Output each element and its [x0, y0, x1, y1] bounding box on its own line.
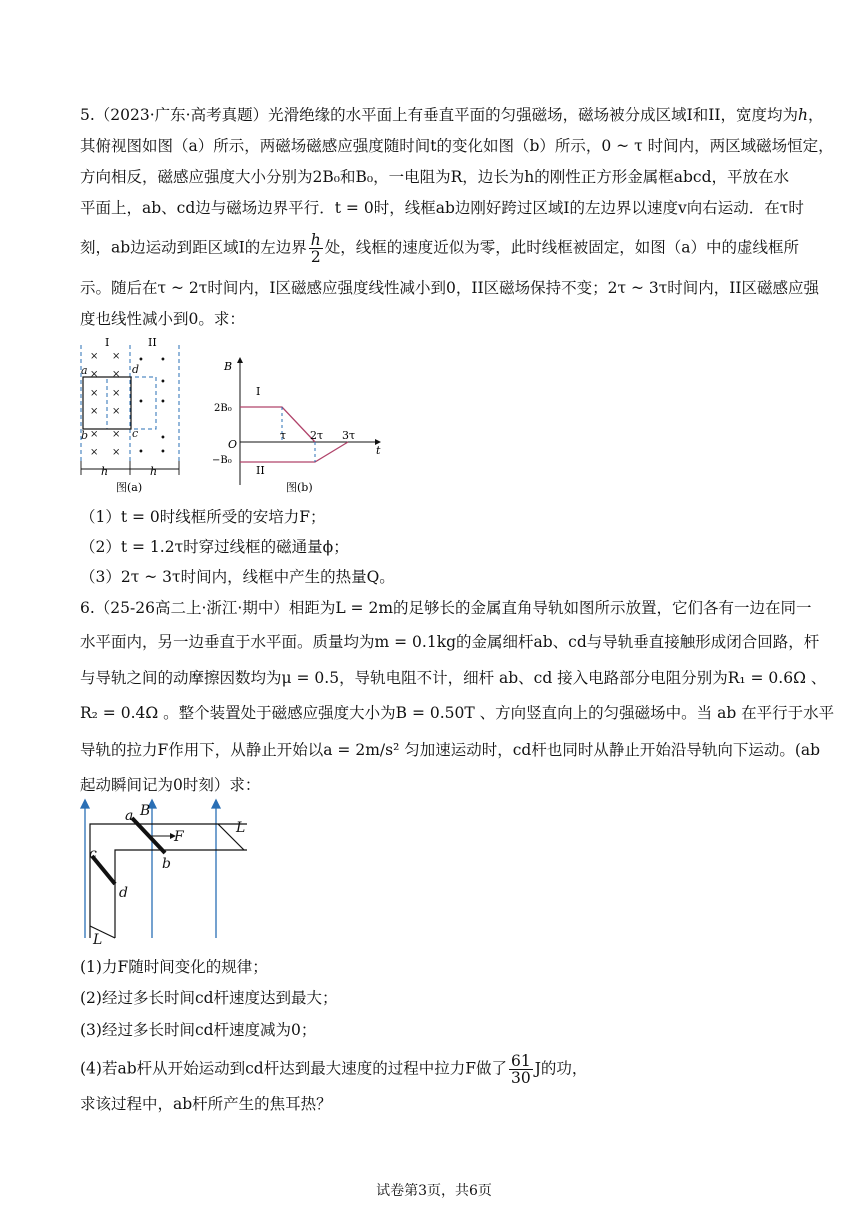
cross-mark: × [90, 388, 99, 399]
q5-line-3: 方向相反，磁感应强度大小分别为2B₀和B₀，一电阻为R，边长为h的刚性正方形金属框abcd，平放在水 [80, 168, 789, 186]
q5-line-2: 其俯视图如图（a）所示，两磁场磁感应强度随时间t的变化如图（b）所示，0 ~ τ 时间内，两区域磁场恒定， [80, 137, 834, 155]
dot-mark: • [160, 355, 166, 366]
dot-mark: • [138, 447, 144, 458]
label-a: a [81, 364, 88, 377]
dot-mark: • [160, 447, 166, 458]
dot-mark: • [160, 397, 166, 408]
series-1-label: I [256, 385, 261, 398]
q6-sub-3: (3)经过多长时间cd杆速度减为0； [80, 1021, 317, 1039]
label-L-2: L [93, 932, 103, 948]
dot-mark: • [138, 355, 144, 366]
label-b: b [162, 856, 171, 872]
origin-label: O [228, 438, 238, 451]
dot-mark: • [138, 397, 144, 408]
q5-line-1: 5.（2023·广东·高考真题）光滑绝缘的水平面上有垂直平面的匀强磁场，磁场被分成区域I和II，宽度均为h， [80, 106, 824, 124]
cross-mark: × [90, 447, 99, 458]
q6-line-6: 起动瞬间记为0时刻）求： [80, 776, 261, 794]
region-2-label: II [148, 336, 157, 349]
label-L-1: L [236, 820, 246, 836]
q6-line-4: R₂ = 0.4Ω 。整个装置处于磁感应强度大小为B = 0.50T 、方向竖直向上的匀强磁场中。当 ab 在平行于水平 [80, 704, 835, 722]
label-d: d [132, 363, 140, 376]
q6-line-1: 6.（25-26高二上·浙江·期中）相距为L = 2m的足够长的金属直角导轨如图所示放置，它们各有一边在同一 [80, 599, 812, 617]
q6-line-5: 导轨的拉力F作用下，从静止开始以a = 2m/s² 匀加速运动时，cd杆也同时从静止开始沿导轨向下运动。(ab [80, 741, 821, 759]
q6-sub-5: 求该过程中，ab杆所产生的焦耳热？ [80, 1095, 332, 1113]
cross-mark: × [112, 388, 121, 399]
dot-mark: • [160, 433, 166, 444]
fraction-61-over-30: $\frac{61}{30}$ [510, 1052, 531, 1087]
label-d: d [119, 885, 128, 901]
series-region-2 [240, 442, 348, 462]
q5-sub-2: （2）t = 1.2τ时穿过线框的磁通量ϕ； [80, 538, 349, 556]
width-h-2: h [150, 465, 158, 478]
fraction-h-over-2: $\frac{h}{2}$ [310, 231, 321, 266]
q6-sub-4: (4)若ab杆从开始运动到cd杆达到最大速度的过程中拉力F做了 $\frac{61}{30}$ J的功， [80, 1052, 588, 1087]
cross-mark: × [90, 351, 99, 362]
cross-mark: × [112, 447, 121, 458]
q6-sub-2: (2)经过多长时间cd杆速度达到最大； [80, 989, 338, 1007]
cross-mark: × [112, 429, 121, 440]
figure-b [210, 355, 385, 500]
series-2-label: II [256, 464, 265, 477]
label-B: B [140, 803, 151, 819]
rail-2 [115, 850, 247, 938]
label-b: b [81, 429, 89, 442]
cross-mark: × [112, 406, 121, 417]
y-tick-neg-b0: −B₀ [212, 455, 232, 466]
series-region-1 [240, 407, 315, 442]
cross-mark: × [90, 429, 99, 440]
y-tick-2b0: 2B₀ [214, 403, 232, 414]
page-footer: 试卷第3页，共6页 [376, 1183, 492, 1199]
figure-a [70, 333, 195, 498]
q5-line-5: 刻，ab边运动到距区域I的左边界 $\frac{h}{2}$ 处，线框的速度近似为零，此时线框被固定，如图（a）中的虚线框所 [80, 231, 800, 266]
cross-mark: × [90, 369, 99, 380]
x-tick-2tau: 2τ [310, 429, 324, 442]
cross-mark: × [112, 351, 121, 362]
width-h-1: h [101, 465, 109, 478]
x-tick-tau: τ [280, 429, 287, 442]
dot-mark: • [160, 377, 166, 388]
q5-line-7: 度也线性减小到0。求： [80, 310, 245, 328]
q5-line-4: 平面上，ab、cd边与磁场边界平行．t = 0时，线框ab边刚好跨过区域I的左边界以速度v向右运动．在τ时 [80, 199, 804, 217]
label-F: F [174, 829, 184, 845]
label-a: a [125, 808, 134, 824]
label-c: c [89, 846, 97, 862]
q6-line-3: 与导轨之间的动摩擦因数均为μ = 0.5，导轨电阻不计，细杆 ab、cd 接入电路部分电阻分别为R₁ = 0.6Ω 、 [80, 669, 827, 687]
cross-mark: × [112, 369, 121, 380]
region-1-label: I [105, 336, 110, 349]
q5-sub-1: （1）t = 0时线框所受的安培力F； [80, 508, 326, 526]
q5-sub-3: （3）2τ ~ 3τ时间内，线框中产生的热量Q。 [80, 568, 395, 586]
t-axis-label: t [376, 444, 381, 457]
x-tick-3tau: 3τ [342, 429, 356, 442]
figure-a-caption: 图(a) [116, 481, 143, 494]
q6-line-2: 水平面内，另一边垂直于水平面。质量均为m = 0.1kg的金属细杆ab、cd与导轨垂直接触形成闭合回路，杆 [80, 633, 820, 651]
b-axis-label: B [224, 360, 233, 373]
label-c: c [132, 427, 139, 440]
cross-mark: × [90, 406, 99, 417]
q6-sub-1: (1)力F随时间变化的规律； [80, 958, 268, 976]
rail-figure [72, 798, 262, 948]
q5-line-6: 示。随后在τ ~ 2τ时间内，I区磁感应强度线性减小到0，II区磁场保持不变；2τ ~ 3τ时间内，II区磁感应强 [80, 279, 820, 297]
figure-b-caption: 图(b) [286, 481, 313, 494]
